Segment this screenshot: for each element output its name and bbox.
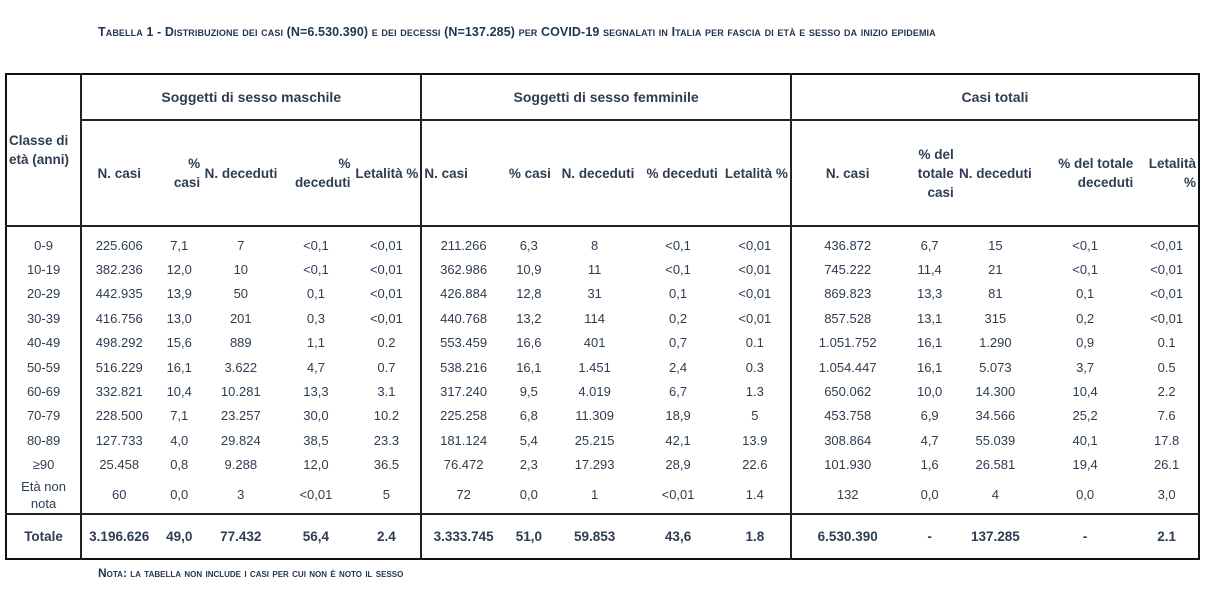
table-cell: 21 [988,262,1003,278]
table-cell: 0,0 [519,487,538,503]
table-cell: 26.1 [1153,457,1180,473]
table-cell: 9,5 [519,384,538,400]
table-cell: 4,7 [920,432,939,448]
col-t-pct: % del totale casi [904,120,956,226]
table-cell: 42,1 [665,432,691,448]
table-cell: 10.2 [373,408,400,424]
table-cell: 13.9 [742,432,768,448]
table-cell: 10 [233,262,249,278]
table-cell: 4,7 [306,359,325,375]
table-cell: 15,6 [166,335,192,351]
table-cell: - [1035,514,1135,559]
table-note: Nota: la tabella non include i casi per cui non è noto il sesso [98,566,404,580]
table-cell: 81 [988,286,1003,302]
table-cell: 10,4 [166,384,192,400]
table-cell: 132 [791,477,904,514]
table-row [6,331,1199,355]
table-cell: 3.196.626 [81,514,156,559]
table-cell: 22.6 [742,457,768,473]
table-cell: 1,1 [306,335,325,351]
table-cell: 59.853 [553,514,636,559]
table-cell: 10.281 [220,384,261,400]
table-cell: <0,1 [1072,262,1098,278]
table-cell: 13,1 [916,310,943,326]
table-cell: 8 [590,237,599,253]
table-cell: 7,1 [170,237,189,253]
col-m-pct: % casi [156,120,202,226]
female-group-header: Soggetti di sesso femminile [421,74,790,120]
table-cell: 4,0 [170,432,189,448]
table-cell: 10,4 [1072,384,1098,400]
col-f-lethality: Letalità % [720,120,791,226]
col-t-deaths: N. deceduti [956,120,1035,226]
table-cell: 26.581 [975,457,1016,473]
age-class-cell: 20-29 [26,286,61,302]
table-cell: 77.432 [202,514,279,559]
table-cell: 0,2 [669,310,688,326]
covid-cases-table [5,73,1200,560]
table-cell: 23.3 [373,432,400,448]
col-f-pctdeaths: % deceduti [636,120,719,226]
table-cell: 9.288 [224,457,258,473]
col-f-pct: % casi [505,120,553,226]
table-cell: <0,01 [738,237,772,253]
table-cell: 30,0 [303,408,329,424]
table-cell: 332.821 [81,379,156,403]
table-cell: 201 [229,310,252,326]
table-cell: 228.500 [81,404,156,428]
table-row [6,404,1199,428]
table-cell: 12,0 [303,457,329,473]
table-cell: 23.257 [220,408,261,424]
col-t-cases: N. casi [791,120,904,226]
table-cell: 137.285 [956,514,1035,559]
age-class-cell: Età non nota [21,478,66,511]
table-cell: 11 [587,262,602,278]
table-cell: 13,9 [166,286,192,302]
table-cell: 3.333.745 [421,514,504,559]
table-cell: 2.1 [1135,514,1199,559]
table-cell: 0.1 [1157,335,1176,351]
table-cell: 416.756 [81,306,156,330]
table-cell: 0,1 [669,286,688,302]
age-class-cell: 50-59 [26,359,61,375]
table-cell: 28,9 [665,457,691,473]
table-cell: 10,9 [516,262,542,278]
col-m-lethality: Letalità % [352,120,421,226]
table-cell: 10,0 [916,384,943,400]
table-cell: <0,01 [369,286,403,302]
table-cell: 0,0 [1076,487,1095,503]
age-class-cell: 40-49 [26,335,61,351]
table-cell: 225.606 [81,226,156,257]
table-cell: 7 [237,237,245,253]
table-row [6,379,1199,403]
total-group-header: Casi totali [791,74,1199,120]
table-cell: 2.4 [352,514,421,559]
table-cell: 6,9 [920,408,939,424]
table-cell: 869.823 [791,282,904,306]
age-class-cell: 0-9 [34,237,53,253]
table-row [6,355,1199,379]
table-cell: 43,6 [636,514,719,559]
table-cell: 0.7 [377,359,396,375]
table-body [6,226,1199,559]
table-cell: 13,0 [166,310,192,326]
table-cell: 0,7 [669,335,688,351]
table-cell: <0,1 [665,262,691,278]
male-group-header: Soggetti di sesso maschile [81,74,421,120]
table-cell: <0,01 [1150,310,1184,326]
table-cell: 13,3 [303,384,329,400]
age-class-cell: 60-69 [26,384,61,400]
table-cell: 14.300 [975,384,1016,400]
table-cell: 6.530.390 [791,514,904,559]
table-cell: 3.622 [224,359,258,375]
table-cell: 442.935 [81,282,156,306]
table-cell: 436.872 [791,226,904,257]
table-cell: <0,01 [369,310,403,326]
table-cell: 56,4 [279,514,352,559]
table-cell: 426.884 [421,282,504,306]
table-cell: 7.6 [1157,408,1176,424]
table-row [6,453,1199,477]
table-cell: 34.566 [975,408,1016,424]
table-cell: 12,8 [516,286,542,302]
table-cell: 25,2 [1072,408,1098,424]
table-cell: 72 [421,477,504,514]
table-cell: 1.8 [720,514,791,559]
table-cell: <0,01 [369,237,403,253]
table-cell: 317.240 [421,379,504,403]
table-cell: 0.1 [745,335,764,351]
table-cell: 19,4 [1072,457,1098,473]
table-cell: 0,0 [170,487,189,503]
table-cell: 15 [988,237,1003,253]
table-cell: 2,4 [669,359,688,375]
table-cell: 7,1 [170,408,189,424]
table-cell: <0,1 [303,262,329,278]
table-cell: 31 [587,286,602,302]
table-cell: 18,9 [665,408,691,424]
table-cell: 3 [237,487,245,503]
table-cell: 1.451 [578,359,611,375]
table-cell: 0,8 [170,457,189,473]
table-cell: 1,6 [920,457,939,473]
table-cell: 114 [584,310,605,326]
table-cell: 211.266 [421,226,504,257]
age-group-header: Classe di età (anni) [6,74,81,226]
table-cell: 25.215 [574,432,615,448]
table-row [6,477,1199,514]
table-cell: 5.073 [979,359,1012,375]
table-cell: 36.5 [373,457,400,473]
table-cell: 308.864 [791,428,904,452]
table-cell: 538.216 [421,355,504,379]
table-cell: 440.768 [421,306,504,330]
table-cell: 17.8 [1153,432,1180,448]
table-cell: 650.062 [791,379,904,403]
table-cell: 0,1 [1076,286,1095,302]
table-cell: <0,01 [738,262,772,278]
table-cell: <0,01 [1150,286,1184,302]
table-cell: 38,5 [303,432,329,448]
table-cell: 382.236 [81,257,156,281]
table-cell: <0,1 [665,237,691,253]
table-cell: 6,7 [669,384,688,400]
age-class-cell: 30-39 [26,310,61,326]
table-cell: 4 [991,487,999,503]
table-cell: <0,01 [1150,237,1184,253]
table-cell: 857.528 [791,306,904,330]
table-cell: 401 [583,335,606,351]
table-cell: 16,1 [166,359,192,375]
table-cell: 5,4 [519,432,538,448]
col-m-deaths: N. deceduti [202,120,279,226]
table-cell: 0.2 [377,335,396,351]
table-cell: 16,1 [916,335,943,351]
table-cell: 1.3 [745,384,764,400]
table-cell: 76.472 [421,453,504,477]
col-f-cases: N. casi [421,120,504,226]
table-cell: 3,0 [1157,487,1176,503]
table-cell: 745.222 [791,257,904,281]
table-cell: <0,1 [303,237,329,253]
table-cell: 49,0 [156,514,202,559]
age-class-cell: ≥90 [32,457,55,473]
table-cell: 1.051.752 [791,331,904,355]
table-cell: 0,9 [1076,335,1095,351]
table-cell: <0,1 [1072,237,1098,253]
table-row [6,306,1199,330]
table-cell: 6,3 [519,237,538,253]
table-cell: 29.824 [220,432,261,448]
table-cell: 0,3 [306,310,325,326]
table-cell: 3.1 [377,384,396,400]
table-cell: 1 [590,487,599,503]
table-cell: 4.019 [578,384,611,400]
total-row [6,514,1199,559]
table-cell: 40,1 [1072,432,1098,448]
table-cell: 2.2 [1157,384,1176,400]
table-cell: 13,3 [916,286,943,302]
table-cell: 498.292 [81,331,156,355]
table-row [6,257,1199,281]
table-cell: 553.459 [421,331,504,355]
table-cell: 2,3 [519,457,538,473]
table-cell: 0.3 [745,359,764,375]
col-t-pctdeaths: % del totale deceduti [1035,120,1135,226]
table-cell: 127.733 [81,428,156,452]
table-cell: - [904,514,956,559]
age-class-cell: 70-79 [26,408,61,424]
table-row [6,428,1199,452]
table-cell: 516.229 [81,355,156,379]
table-cell: 1.4 [745,487,764,503]
table-cell: 101.930 [791,453,904,477]
table-cell: 16,6 [516,335,542,351]
table-cell: 0,1 [306,286,325,302]
table-cell: 453.758 [791,404,904,428]
col-m-cases: N. casi [81,120,156,226]
table-cell: 1.054.447 [791,355,904,379]
table-cell: 181.124 [421,428,504,452]
table-cell: 1.290 [979,335,1012,351]
table-cell: 17.293 [574,457,615,473]
age-class-cell: Totale [6,514,81,559]
table-cell: 225.258 [421,404,504,428]
table-cell: 3,7 [1076,359,1095,375]
table-cell: 51,0 [505,514,553,559]
col-m-pctdeaths: % deceduti [279,120,352,226]
table-cell: <0,01 [299,487,333,503]
table-cell: 13,2 [516,310,542,326]
table-cell: 55.039 [975,432,1016,448]
table-cell: 889 [229,335,252,351]
table-cell: 0,0 [920,487,939,503]
table-row [6,282,1199,306]
table-cell: 0.5 [1157,359,1176,375]
table-cell: 0,2 [1076,310,1095,326]
table-cell: <0,01 [738,310,772,326]
age-class-cell: 10-19 [26,262,61,278]
table-cell: 11,4 [917,262,942,278]
table-cell: 16,1 [516,359,542,375]
table-cell: 362.986 [421,257,504,281]
table-cell: <0,01 [661,487,695,503]
table-cell: 50 [233,286,249,302]
table-caption: Tabella 1 - Distribuzione dei casi (N=6.530.390) e dei decessi (N=137.285) per COVID-19 segnalati in Italia per fascia di età e sesso da inizio epidemia [98,25,936,39]
table-cell: <0,01 [1150,262,1184,278]
col-t-lethality: Letalità % [1135,120,1199,226]
table-cell: 315 [984,310,1007,326]
table-cell: 60 [81,477,156,514]
table-cell: <0,01 [369,262,403,278]
table-cell: <0,01 [738,286,772,302]
col-f-deaths: N. deceduti [553,120,636,226]
table-cell: 5 [751,408,759,424]
table-cell: 11.309 [575,408,614,424]
table-cell: 16,1 [916,359,943,375]
table-cell: 5 [382,487,391,503]
table-cell: 25.458 [81,453,156,477]
table-cell: 12,0 [166,262,192,278]
table-cell: 6,7 [920,237,939,253]
age-class-cell: 80-89 [26,432,61,448]
table-row [6,226,1199,257]
table-cell: 6,8 [519,408,538,424]
